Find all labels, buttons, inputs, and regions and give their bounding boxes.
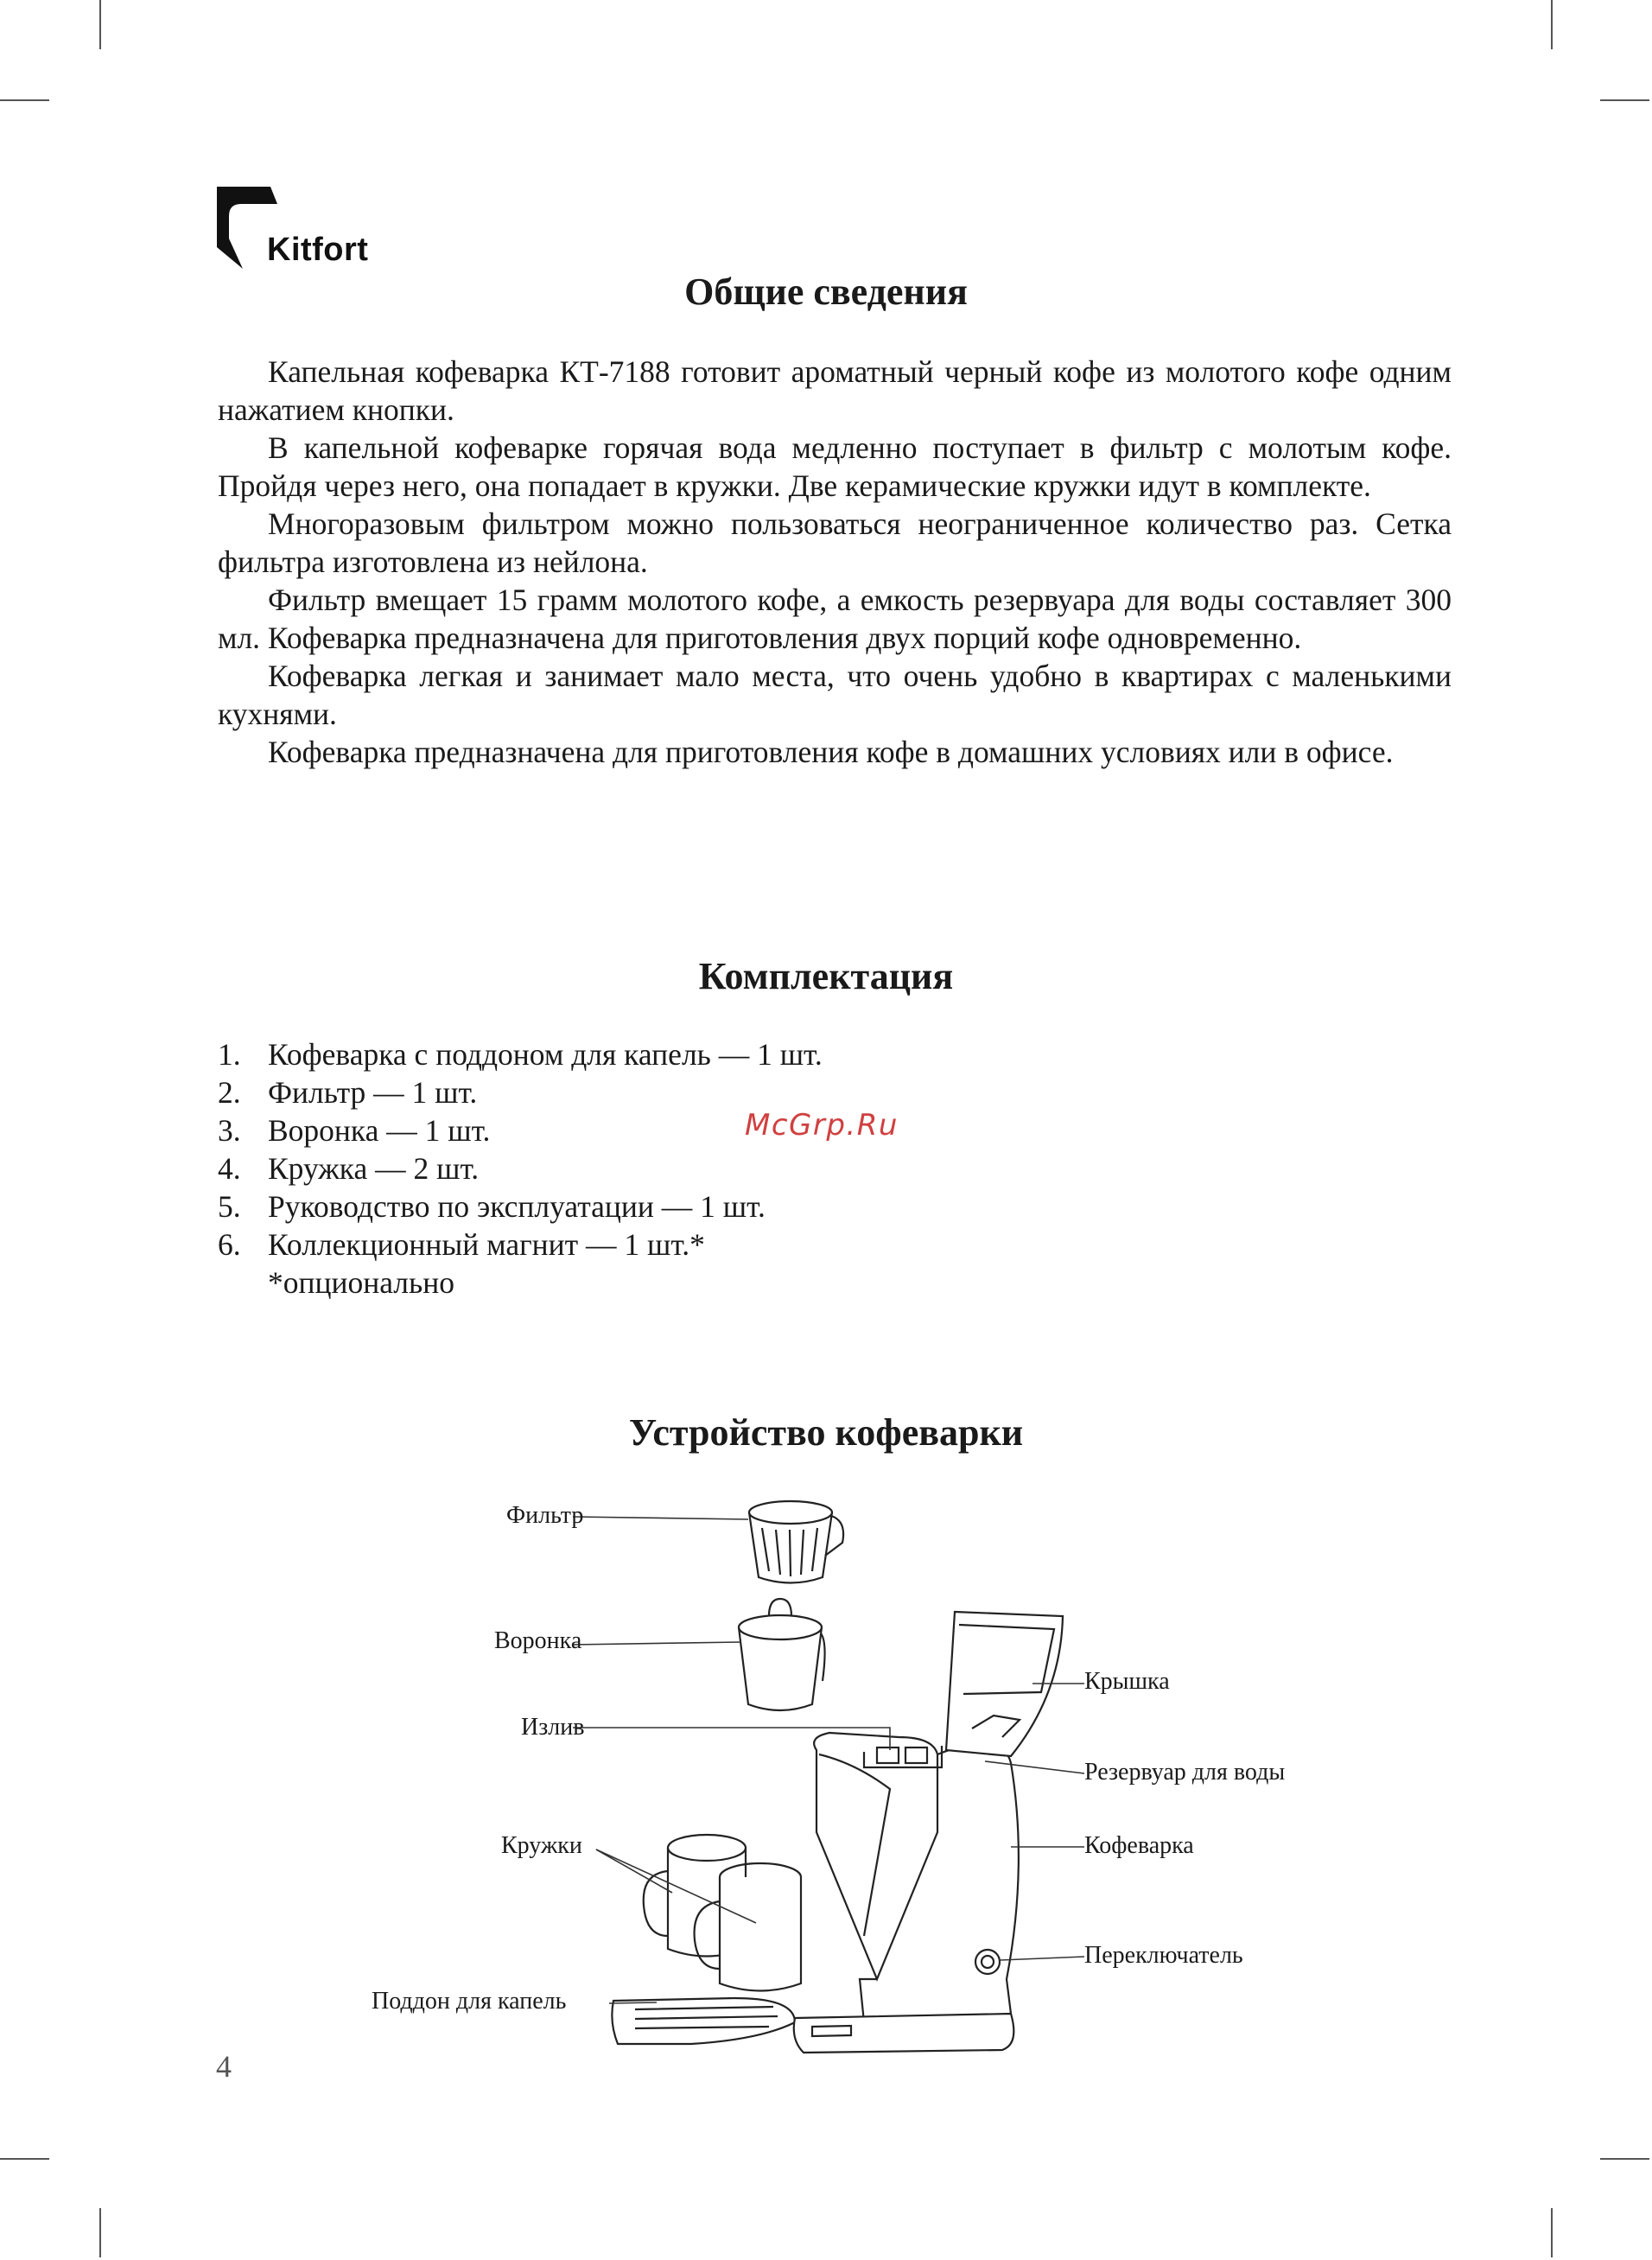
section-title-kit: Комплектация [698,955,954,997]
crop-mark [99,2208,101,2257]
item-number: 3. [218,1113,241,1148]
kit-list [218,1035,823,1302]
brand-logo [217,187,390,269]
device-diagram [0,1469,1652,2074]
watermark: McGrp.Ru [745,1108,899,1143]
crop-mark [1551,2208,1553,2257]
list-item [218,1035,823,1073]
label-filter: Фильтр [506,1502,584,1529]
crop-mark [1600,99,1649,101]
paragraph: Кофеварка легкая и занимает мало места, что очень удобно в квартирах с маленькими кухнями. [218,659,1452,731]
coffee-maker-body-illustration [794,1612,1063,2053]
item-text: Руководство по эксплуатации — 1 шт. [268,1189,766,1224]
mugs-illustration [644,1835,801,1991]
paragraph: В капельной кофеварке горячая вода медленно поступает в фильтр с молотым кофе. Пройдя через него, она попадает в кружки. Две керамические кружки идут в комплекте. [218,430,1452,503]
crop-mark [99,0,101,49]
list-item [218,1225,823,1264]
crop-mark [1600,2158,1649,2160]
list-item [218,1149,823,1187]
label-lid: Крышка [1084,1668,1170,1695]
filter-illustration [749,1501,843,1583]
label-spout: Излив [521,1714,585,1741]
crop-mark [0,99,49,101]
label-switch: Переключатель [1084,1942,1243,1969]
label-drip-tray: Поддон для капель [372,1988,567,2015]
list-item [218,1111,823,1149]
note-text: *опционально [268,1265,454,1300]
item-text: Кофеварка с поддоном для капель — 1 шт. [268,1037,823,1072]
item-number: 2. [218,1075,241,1110]
general-text [218,353,1452,771]
item-number: 5. [218,1189,241,1224]
paragraph: Фильтр вмещает 15 грамм молотого кофе, а емкость резервуара для воды составляет 300 мл. Кофеварка предназначена для приготовления двух порций кофе одновременно. [218,583,1452,655]
paragraph: Капельная кофеварка КТ-7188 готовит ароматный черный кофе из молотого кофе одним нажатием кнопки. [218,354,1452,427]
item-text: Фильтр — 1 шт. [268,1075,478,1110]
section-title-general: Общие сведения [684,271,968,313]
item-number: 6. [218,1227,241,1262]
item-number: 4. [218,1151,241,1186]
item-text: Воронка — 1 шт. [268,1113,491,1148]
crop-mark [1551,0,1553,49]
label-coffee-maker: Кофеварка [1084,1832,1194,1859]
item-text: Кружка — 2 шт. [268,1151,480,1186]
brand-name: Kitfort [267,232,369,268]
item-text: Коллекционный магнит — 1 шт.* [268,1227,705,1262]
funnel-illustration [739,1599,825,1710]
label-reservoir: Резервуар для воды [1084,1759,1286,1786]
label-mugs: Кружки [501,1832,582,1859]
crop-mark [0,2158,49,2160]
list-item [218,1187,823,1225]
item-number: 1. [218,1037,241,1072]
page-number: 4 [216,2049,232,2084]
coffee-maker-illustration [0,1469,1652,2074]
paragraph: Многоразовым фильтром можно пользоваться неограниченное количество раз. Сетка фильтра изготовлена из нейлона. [218,506,1452,579]
list-item [218,1073,823,1111]
drip-tray-illustration [612,1998,795,2044]
list-note [218,1264,823,1302]
label-funnel: Воронка [494,1627,582,1654]
section-title-device: Устройство кофеварки [628,1411,1024,1454]
paragraph: Кофеварка предназначена для приготовления кофе в домашних условиях или в офисе. [268,735,1394,769]
